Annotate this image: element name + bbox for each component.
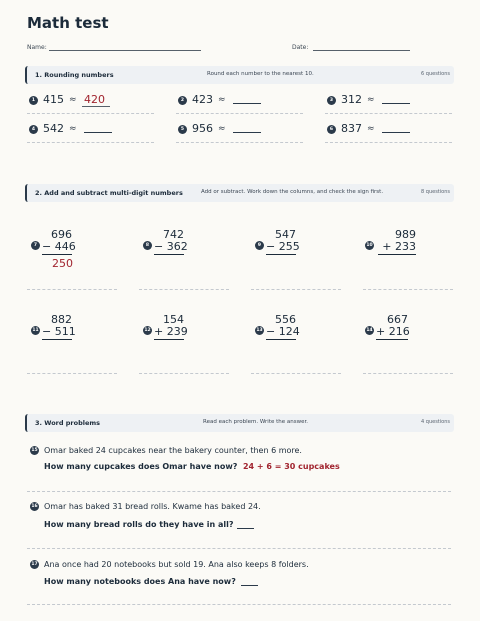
answer-bar — [266, 339, 296, 340]
divider — [27, 548, 451, 549]
section-title: 3. Word problems — [35, 419, 101, 427]
bottom-number: − 511 — [42, 325, 76, 338]
answer-field[interactable] — [84, 132, 112, 133]
top-number: 556 — [275, 313, 296, 326]
bottom-number: − 446 — [42, 240, 76, 253]
question-number-badge: 14 — [366, 328, 373, 333]
divider — [363, 373, 453, 374]
divider — [27, 373, 117, 374]
divider — [325, 113, 452, 114]
bottom-number: + 216 — [376, 325, 410, 338]
divider — [27, 289, 117, 290]
question-number-badge: 1 — [29, 96, 38, 105]
vertical-answer: 250 — [52, 257, 73, 270]
question-number-badge: 2 — [178, 96, 187, 105]
section-header-add-subtract — [25, 184, 454, 202]
section-title: 1. Rounding numbers — [35, 71, 114, 79]
top-number: 696 — [51, 228, 72, 241]
word-problem-text: Omar has baked 31 bread rolls. Kwame has baked 24. — [44, 502, 261, 511]
question-number-badge: 9 — [255, 241, 264, 250]
word-problem-answer: 24 + 6 = 30 cupcakes — [242, 462, 340, 471]
answer-bar — [154, 254, 184, 255]
name-label: Name: — [27, 44, 47, 51]
word-problem-question — [44, 462, 340, 471]
question-number-badge: 17 — [31, 562, 38, 567]
divider — [27, 142, 154, 143]
divider — [325, 142, 452, 143]
page-title: Math test — [27, 14, 109, 32]
top-number: 667 — [387, 313, 408, 326]
bottom-number: − 362 — [154, 240, 188, 253]
section-header-rounding — [25, 66, 454, 84]
question-number-badge: 4 — [29, 125, 38, 134]
question-number-badge: 10 — [366, 243, 373, 248]
question-number-badge: 11 — [32, 328, 39, 333]
rounding-value: 312 — [341, 93, 362, 106]
section-instruction: Add or subtract. Work down the columns, and check the sign first. — [201, 189, 384, 195]
approx-symbol: ≈ — [218, 95, 226, 105]
answer-field[interactable] — [241, 585, 258, 586]
answer-bar — [266, 254, 296, 255]
divider — [363, 289, 453, 290]
divider — [251, 289, 341, 290]
answer-field[interactable] — [233, 103, 261, 104]
divider — [27, 113, 154, 114]
answer-bar — [154, 339, 184, 340]
word-problem-question: How many notebooks does Ana have now? — [44, 577, 236, 586]
answer-bar — [42, 254, 72, 255]
question-text: How many cupcakes does Omar have now? — [44, 462, 238, 471]
section-instruction: Round each number to the nearest 10. — [207, 71, 314, 77]
answer-field[interactable] — [237, 528, 254, 529]
answer-field[interactable] — [382, 132, 410, 133]
approx-symbol: ≈ — [69, 124, 77, 134]
divider — [139, 373, 229, 374]
section-count: 4 questions — [421, 419, 450, 425]
section-header-word-problems — [25, 414, 454, 432]
question-number-badge: 13 — [256, 328, 263, 333]
question-number-badge: 15 — [31, 448, 38, 453]
answer-field[interactable] — [233, 132, 261, 133]
question-number-badge: 5 — [178, 125, 187, 134]
bottom-number: + 233 — [382, 240, 416, 253]
rounding-answer: 420 — [84, 93, 105, 106]
word-problem-text: Omar baked 24 cupcakes near the bakery counter, then 6 more. — [44, 446, 302, 455]
top-number: 547 — [275, 228, 296, 241]
question-number-badge: 12 — [144, 328, 151, 333]
divider — [27, 604, 451, 605]
question-number-badge: 6 — [327, 125, 336, 134]
rounding-value: 415 — [43, 93, 64, 106]
answer-field[interactable] — [82, 106, 110, 107]
answer-bar — [376, 339, 408, 340]
question-number-badge: 16 — [31, 504, 38, 509]
approx-symbol: ≈ — [69, 95, 77, 105]
bottom-number: + 239 — [154, 325, 188, 338]
approx-symbol: ≈ — [367, 124, 375, 134]
word-problem-text: Ana once had 20 notebooks but sold 19. Ana also keeps 8 folders. — [44, 560, 309, 569]
approx-symbol: ≈ — [218, 124, 226, 134]
answer-bar — [378, 254, 416, 255]
divider — [176, 142, 303, 143]
question-number-badge: 7 — [31, 241, 40, 250]
date-label: Date: — [292, 44, 309, 51]
date-field[interactable] — [313, 50, 410, 51]
divider — [139, 289, 229, 290]
section-count: 6 questions — [421, 71, 450, 77]
divider — [251, 373, 341, 374]
top-number: 882 — [51, 313, 72, 326]
section-title: 2. Add and subtract multi-digit numbers — [35, 189, 183, 197]
answer-field[interactable] — [382, 103, 410, 104]
bottom-number: − 124 — [266, 325, 300, 338]
question-number-badge: 8 — [143, 241, 152, 250]
section-instruction: Read each problem. Write the answer. — [203, 419, 308, 425]
rounding-value: 837 — [341, 122, 362, 135]
word-problem-question: How many bread rolls do they have in all? — [44, 520, 234, 529]
top-number: 742 — [163, 228, 184, 241]
divider — [27, 491, 451, 492]
rounding-value: 542 — [43, 122, 64, 135]
question-number-badge: 3 — [327, 96, 336, 105]
answer-bar — [42, 339, 72, 340]
rounding-value: 956 — [192, 122, 213, 135]
divider — [176, 113, 303, 114]
section-count: 8 questions — [421, 189, 450, 195]
approx-symbol: ≈ — [367, 95, 375, 105]
top-number: 989 — [395, 228, 416, 241]
name-field[interactable] — [49, 50, 201, 51]
rounding-value: 423 — [192, 93, 213, 106]
top-number: 154 — [163, 313, 184, 326]
bottom-number: − 255 — [266, 240, 300, 253]
